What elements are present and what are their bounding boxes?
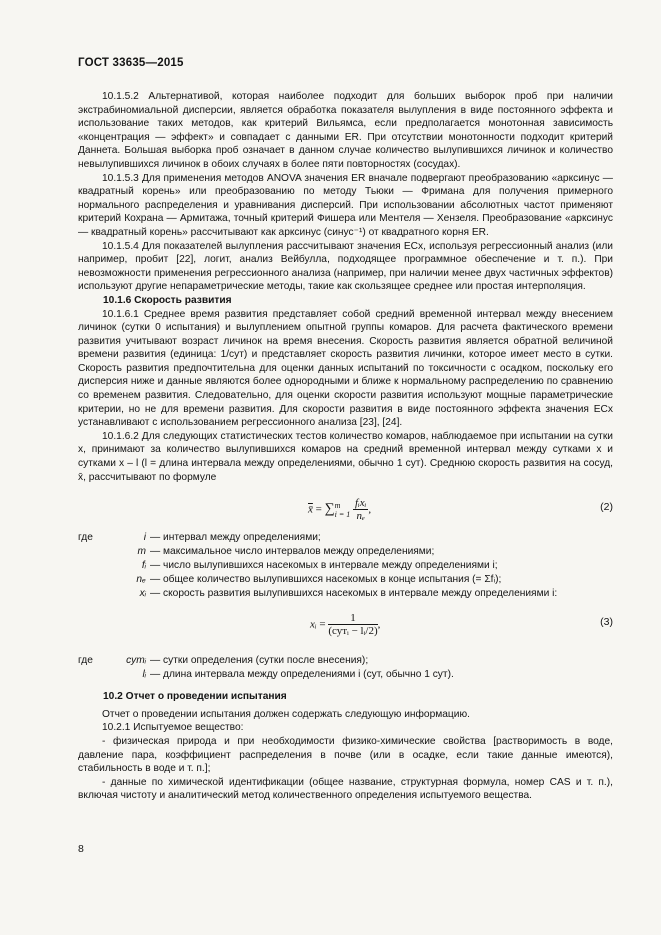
- legend-symbol: lᵢ: [142, 669, 146, 681]
- legend-text: — интервал между определениями;: [150, 532, 321, 544]
- formula-2-sum-lower: i = 1: [334, 510, 351, 520]
- formula-3-numerator: 1: [328, 612, 377, 625]
- legend-text: — скорость развития вылупившихся насекомых в интервале между определениями i:: [150, 588, 558, 600]
- legend-formula-2: [78, 531, 613, 601]
- legend-row: [78, 654, 613, 668]
- list-item-10-2-1-b: - данные по химической идентификации (общее название, структурная формула, номер CAS и т. п.), включая чистоту и аналитический метод количественного определения испытуемого вещества.: [78, 776, 613, 802]
- legend-row: [78, 545, 613, 559]
- document-standard-header: ГОСТ 33635—2015: [78, 57, 184, 69]
- formula-2-lhs: x̄: [308, 503, 313, 516]
- legend-row: [78, 573, 613, 587]
- legend-text: — максимальное число интервалов между определениями;: [150, 546, 435, 558]
- formula-2-fraction: [353, 497, 368, 523]
- paragraph-10-1-6-2: 10.1.6.2 Для следующих статистических тестов количество комаров, наблюдаемое при испытании на сутки x, принимают за количество вылупившихся комаров на средний временной интервал между сутками x и сутками x – l (l = длина интервала между определениями, обычно 1 сут). Среднюю скорость развития на сосуд, x̄, рассчитывают по формуле: [78, 430, 613, 483]
- legend-symbol: i: [143, 532, 146, 544]
- formula-2-equals: =: [315, 503, 322, 516]
- section-heading-10-1-6: 10.1.6 Скорость развития: [103, 294, 232, 306]
- paragraph-10-1-5-2: 10.1.5.2 Альтернативой, которая наиболее подходит для больших выборок проб при наличии экстрабиномиальной дисперсии, является обработка показателя вылупления в виде постоянного эффекта и использование таких методов, как критерий Вильямса, если предполагается монотонная зависимость «концентрация — эффект» и совпадает с данными ER. При отсутствии монотонности подходит критерий Даннета. Большая выборка проб означает в данном случае количество вылупившихся личинок и количество невылупившихся личинок в обоих случаях в более пяти повторностях (сосудах).: [78, 91, 613, 170]
- formula-3-expression: [310, 612, 380, 638]
- formula-2-number: (2): [600, 501, 613, 514]
- legend-symbol: nₑ: [136, 574, 146, 586]
- formula-3-equals: =: [319, 618, 326, 631]
- paragraph-10-2-1: 10.2.1 Испытуемое вещество:: [102, 722, 244, 734]
- legend-row: [78, 531, 613, 545]
- paragraph-10-1-5-4: 10.1.5.4 Для показателей вылупления рассчитывают значения ECx, используя регрессионный анализ (или например, пробит [22], логит, анализ Вейбулла, подходящее программное обеспечение и т. п.). При невозможности применения регрессионного анализа (например, при наличии менее двух частичных эффектов) используют другие непараметрические методы, такие как скользящее среднее или простая интерполяция.: [78, 240, 613, 293]
- formula-3-denominator: (сутᵢ − lᵢ/2): [328, 625, 378, 638]
- paragraph-10-1-6-1: 10.1.6.1 Среднее время развития представляет собой средний временной интервал между внесением личинок (сутки 0 испытания) и вылуплением опытной группы комаров. Для расчета фактического времени развития учитывают возраст личинок на время внесения. Скорость развития является обратной величиной времени развития (единица: 1/сут) и представляет скорость развития личинки, которое имеет место в сутки. Скорость развития предпочтительна для оценки данных испытаний по токсичности с осадком, поскольку его дисперсия ниже и данные являются более однородными и ближе к нормальному распределению по сравнению со временем развития. Следовательно, для оценки скорости развития используют мощные параметрические критерии, но не для времени развития. Для скорости развития в виде постоянного эффекта значения ECx устанавливают с использованием регрессионного анализа [23], [24].: [78, 308, 613, 429]
- formula-3-fraction: [328, 612, 377, 638]
- formula-3-lhs: xᵢ: [310, 618, 317, 631]
- legend-lead: где: [78, 532, 93, 544]
- formula-2-sum-symbol: ∑: [324, 501, 335, 517]
- legend-text: — число вылупившихся насекомых в интервале между определениями i;: [150, 560, 498, 572]
- page-body: [78, 90, 613, 803]
- legend-lead: где: [78, 655, 93, 667]
- legend-row: [78, 668, 613, 682]
- formula-2-expression: [308, 497, 371, 523]
- legend-text: — длина интервала между определениями i (сут, обычно 1 сут).: [150, 669, 454, 681]
- legend-row: [78, 559, 613, 573]
- legend-formula-3: [78, 654, 613, 682]
- page-number: 8: [78, 843, 84, 855]
- legend-symbol: m: [137, 546, 146, 558]
- formula-3-comma: ,: [377, 618, 381, 631]
- section-heading-10-2: 10.2 Отчет о проведении испытания: [103, 691, 287, 703]
- paragraph-10-2-intro: Отчет о проведении испытания должен содержать следующую информацию.: [102, 708, 470, 720]
- formula-2-denominator: nₑ: [356, 510, 365, 523]
- formula-2-comma: ,: [368, 503, 372, 516]
- formula-2: [78, 489, 613, 529]
- legend-symbol: сутᵢ: [126, 655, 146, 667]
- formula-3: [78, 606, 613, 652]
- legend-text: — общее количество вылупившихся насекомых в конце испытания (= Σfᵢ);: [150, 574, 502, 586]
- formula-2-sum-upper: m: [334, 501, 341, 511]
- legend-row: [78, 587, 613, 601]
- legend-symbol: fᵢ: [141, 560, 146, 572]
- list-item-10-2-1-a: - физическая природа и при необходимости физико-химические свойства [растворимость в воде, давление пара, коэффициент распределения в почве (или в осадке, если такие данные имеются), стабильность в воде и т. п.];: [78, 736, 613, 775]
- legend-symbol: xᵢ: [139, 588, 146, 600]
- formula-3-number: (3): [600, 616, 613, 629]
- legend-text: — сутки определения (сутки после внесения);: [150, 655, 369, 667]
- paragraph-10-1-5-3: 10.1.5.3 Для применения методов ANOVA значения ER вначале подвергают преобразованию «арксинус — квадратный корень» или преобразованию по методу Тьюки — Фримана для получения примерного нормального распределения и уравнивания дисперсий. При использовании абсолютных частот применяют критерий Кохрана — Армитажа, точный критерий Фишера или Ментеля — Хензеля. Преобразование «арксинус — квадратный корень» рассчитывают как арксинус (синус⁻¹) от квадратного корня ER.: [78, 172, 613, 238]
- formula-2-numerator: fᵢxᵢ: [354, 497, 367, 510]
